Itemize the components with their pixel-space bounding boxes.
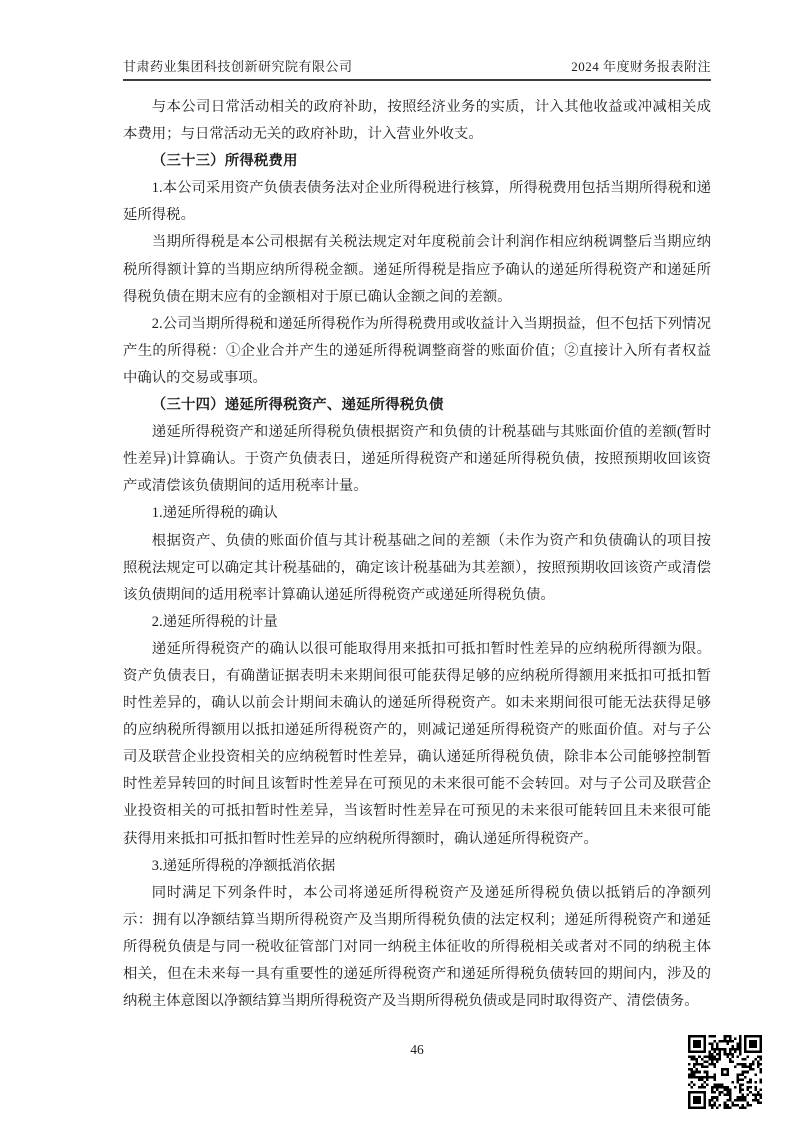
page-number: 46: [410, 1042, 424, 1057]
section-heading-33: （三十三）所得税费用: [151, 153, 298, 170]
paragraph: 递延所得税资产和递延所得税负债根据资产和负债的计税基础与其账面价值的差额(暂时性差异)计算确认。于资产负债表日，递延所得税资产和递延所得税负债，按照预期收回该资产或清偿该负债期间的适用税率计量。: [123, 424, 711, 495]
subheading: 3.递延所得税的净额抵消依据: [151, 857, 336, 874]
paragraph: 递延所得税资产的确认以很可能取得用来抵扣可抵扣暂时性差异的应纳税所得额为限。资产负债表日，有确凿证据表明未来期间很可能获得足够的应纳税所得额用来抵扣可抵扣暂时性差异的，确认以前会计期间未确认的递延所得税资产。如未来期间很可能无法获得足够的应纳税所得额用以抵扣递延所得税资产的，则减记递延所得税资产的账面价值。对与子公司及联营企业投资相关的应纳税暂时性差异，确认递延所得税负债，除非本公司能够控制暂时性差异转回的时间且该暂时性差异在可预见的未来很可能不会转回。对与子公司及联营企业投资相关的可抵扣暂时性差异，当该暂时性差异在可预见的未来很可能转回且未来很可能获得用来抵扣可抵扣暂时性差异的应纳税所得额时，确认递延所得税资产。: [123, 640, 711, 847]
paragraph: 同时满足下列条件时，本公司将递延所得税资产及递延所得税负债以抵销后的净额列示：拥有以净额结算当期所得税资产及当期所得税负债的法定权利；递延所得税资产和递延所得税负债是与同一税收征管部门对同一纳税主体征收的所得税相关或者对不同的纳税主体相关，但在未来每一具有重要性的递延所得税资产和递延所得税负债转回的期间内，涉及的纳税主体意图以净额结算当期所得税资产及当期所得税负债或是同时取得资产、清偿债务。: [123, 884, 711, 1010]
document-body: [123, 94, 711, 1015]
page-footer: [123, 1042, 711, 1058]
paragraph: 当期所得税是本公司根据有关税法规定对年度税前会计利润作相应纳税调整后当期应纳税所得额计算的当期应纳所得税金额。递延所得税是指应予确认的递延所得税资产和递延所得税负债在期末应有的金额相对于原已确认金额之间的差额。: [123, 234, 711, 305]
paragraph: 2.公司当期所得税和递延所得税作为所得税费用或收益计入当期损益，但不包括下列情况产生的所得税：①企业合并产生的递延所得税调整商誉的账面价值；②直接计入所有者权益中确认的交易或事项。: [123, 315, 711, 386]
page-header: [123, 56, 711, 81]
company-name: 甘肃药业集团科技创新研究院有限公司: [123, 59, 353, 74]
subheading: 1.递延所得税的确认: [151, 505, 278, 522]
paragraph: 与本公司日常活动相关的政府补助，按照经济业务的实质，计入其他收益或冲减相关成本费用；与日常活动无关的政府补助，计入营业外收支。: [123, 99, 711, 143]
subheading: 2.递延所得税的计量: [151, 613, 278, 630]
paragraph: 1.本公司采用资产负债表债务法对企业所得税进行核算，所得税费用包括当期所得税和递延所得税。: [123, 180, 711, 224]
doc-title: 2024 年度财务报表附注: [571, 59, 711, 74]
page: [123, 0, 711, 1123]
qr-code: [688, 1035, 762, 1109]
section-heading-34: （三十四）递延所得税资产、递延所得税负债: [151, 397, 444, 414]
paragraph: 根据资产、负债的账面价值与其计税基础之间的差额（未作为资产和负债确认的项目按照税法规定可以确定其计税基础的，确定该计税基础为其差额），按照预期收回该资产或清偿该负债期间的适用税率计算确认递延所得税资产或递延所得税负债。: [123, 532, 711, 603]
